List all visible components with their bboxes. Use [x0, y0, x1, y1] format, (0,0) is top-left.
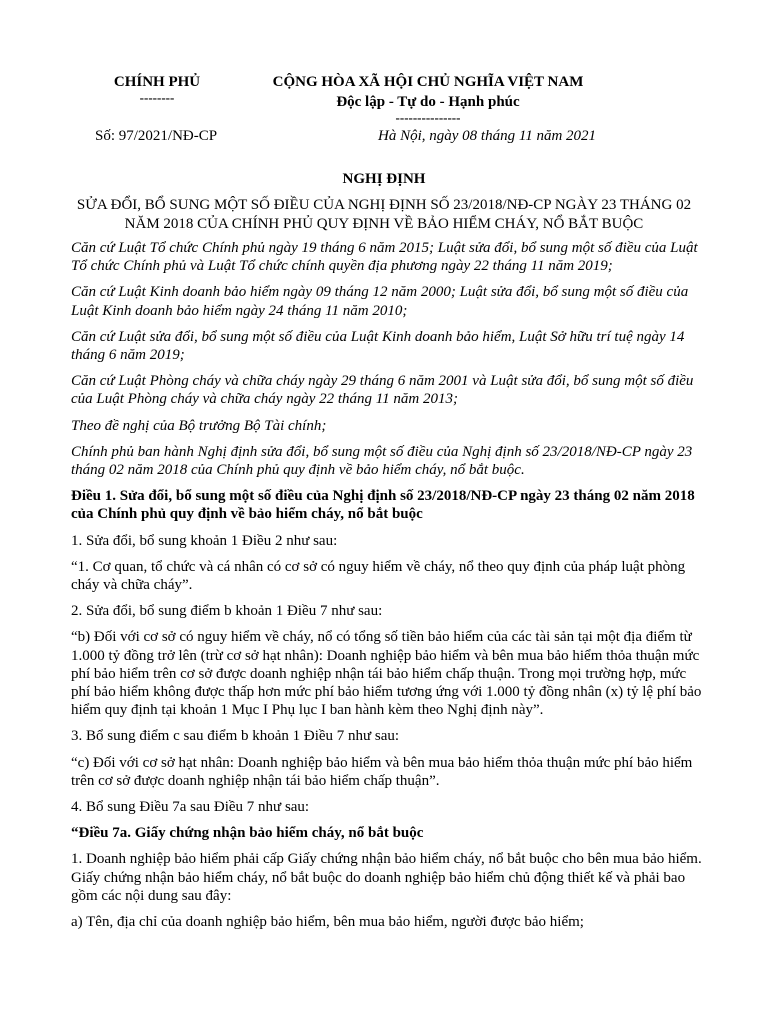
body-paragraph: “c) Đối với cơ sở hạt nhân: Doanh nghiệp bảo hiểm và bên mua bảo hiểm thỏa thuận mức phí bảo hiểm trên cơ sở được doanh nghiệp nhận tái bảo hiểm chấp thuận”. [71, 754, 693, 789]
preamble-paragraph: Căn cứ Luật Kinh doanh bảo hiểm ngày 09 tháng 12 năm 2000; Luật sửa đổi, bổ sung một số điều của Luật Kinh doanh bảo hiểm ngày 24 tháng 11 năm 2010; [71, 284, 689, 319]
document-body [71, 239, 703, 939]
national-motto: Độc lập - Tự do - Hạnh phúc [336, 94, 520, 110]
body-paragraph: a) Tên, địa chỉ của doanh nghiệp bảo hiểm, bên mua bảo hiểm, người được bảo hiểm; [71, 914, 584, 931]
national-header [256, 72, 600, 124]
country-name: CỘNG HÒA XÃ HỘI CHỦ NGHĨA VIỆT NAM [272, 74, 584, 90]
document-number: Số: 97/2021/NĐ-CP [95, 128, 218, 144]
agency-rule: -------- [139, 90, 175, 105]
agency-name: CHÍNH PHỦ [113, 74, 201, 90]
body-paragraph: 1. Sửa đổi, bổ sung khoản 1 Điều 2 như sau: [71, 532, 338, 549]
document-subtitle: SỬA ĐỔI, BỔ SUNG MỘT SỐ ĐIỀU CỦA NGHỊ ĐỊNH SỐ 23/2018/NĐ-CP NGÀY 23 THÁNG 02 NĂM 2018 CỦA CHÍNH PHỦ QUY ĐỊNH VỀ BẢO HIỂM CHÁY, NỔ BẮT BUỘC [76, 197, 692, 232]
body-paragraph: 2. Sửa đổi, bổ sung điểm b khoản 1 Điều 7 như sau: [71, 603, 383, 620]
body-paragraph: 4. Bổ sung Điều 7a sau Điều 7 như sau: [71, 799, 310, 816]
body-paragraph: 3. Bổ sung điểm c sau điểm b khoản 1 Điều 7 như sau: [71, 728, 400, 745]
motto-rule: --------------- [395, 110, 461, 125]
preamble-paragraph: Căn cứ Luật Tổ chức Chính phủ ngày 19 tháng 6 năm 2015; Luật sửa đổi, bổ sung một số điều của Luật Tổ chức Chính phủ và Luật Tổ chức chính quyền địa phương ngày 22 tháng 11 năm 2019; [71, 240, 698, 275]
document-title: NGHỊ ĐỊNH [342, 171, 426, 187]
body-paragraph: “1. Cơ quan, tổ chức và cá nhân có cơ sở có nguy hiểm về cháy, nổ theo quy định của pháp luật phòng cháy và chữa cháy”. [71, 558, 686, 594]
agency-block [74, 72, 240, 104]
place-date: Hà Nội, ngày 08 tháng 11 năm 2021 [378, 128, 597, 144]
article-7a-heading: “Điều 7a. Giấy chứng nhận bảo hiểm cháy, nổ bắt buộc [71, 825, 424, 842]
preamble-paragraph: Theo đề nghị của Bộ trưởng Bộ Tài chính; [71, 417, 327, 434]
preamble-paragraph: Căn cứ Luật Phòng cháy và chữa cháy ngày 29 tháng 6 năm 2001 và Luật sửa đổi, bổ sung một số điều của Luật Phòng cháy và chữa cháy ngày 22 tháng 11 năm 2013; [71, 373, 694, 408]
preamble-paragraph: Chính phủ ban hành Nghị định sửa đổi, bổ sung một số điều của Nghị định số 23/2018/NĐ-CP ngày 23 tháng 02 năm 2018 của Chính phủ quy định về bảo hiểm cháy, nổ bắt buộc. [71, 443, 693, 479]
preamble-paragraph: Căn cứ Luật sửa đổi, bổ sung một số điều của Luật Kinh doanh bảo hiểm, Luật Sở hữu trí tuệ ngày 14 tháng 6 năm 2019; [71, 328, 685, 364]
body-paragraph: “b) Đối với cơ sở có nguy hiểm về cháy, nổ có tổng số tiền bảo hiểm của các tài sản tại một địa điểm từ 1.000 tỷ đồng trở lên (trừ cơ sở hạt nhân): Doanh nghiệp bảo hiểm và bên mua bảo hiểm thỏa thuận mức phí bảo hiểm trên cơ sở được doanh nghiệp nhận tái bảo hiểm chấp thuận. Trong mọi trường hợp, mức phí bảo hiểm không được thấp hơn mức phí bảo hiểm tương ứng với 1.000 tỷ đồng nhân (x) tỷ lệ phí bảo hiểm quy định tại khoản 1 Mục I Phụ lục I ban hành kèm theo Nghị định này”. [71, 629, 702, 719]
body-paragraph: 1. Doanh nghiệp bảo hiểm phải cấp Giấy chứng nhận bảo hiểm cháy, nổ bắt buộc cho bên mua bảo hiểm. Giấy chứng nhận bảo hiểm cháy, nổ bắt buộc do doanh nghiệp bảo hiểm chủ động thiết kế và phải bao gồm các nội dung sau đây: [71, 851, 702, 904]
article-1-heading: Điều 1. Sửa đổi, bổ sung một số điều của Nghị định số 23/2018/NĐ-CP ngày 23 tháng 02 năm 2018 của Chính phủ quy định về bảo hiểm cháy, nổ bắt buộc [71, 488, 695, 523]
